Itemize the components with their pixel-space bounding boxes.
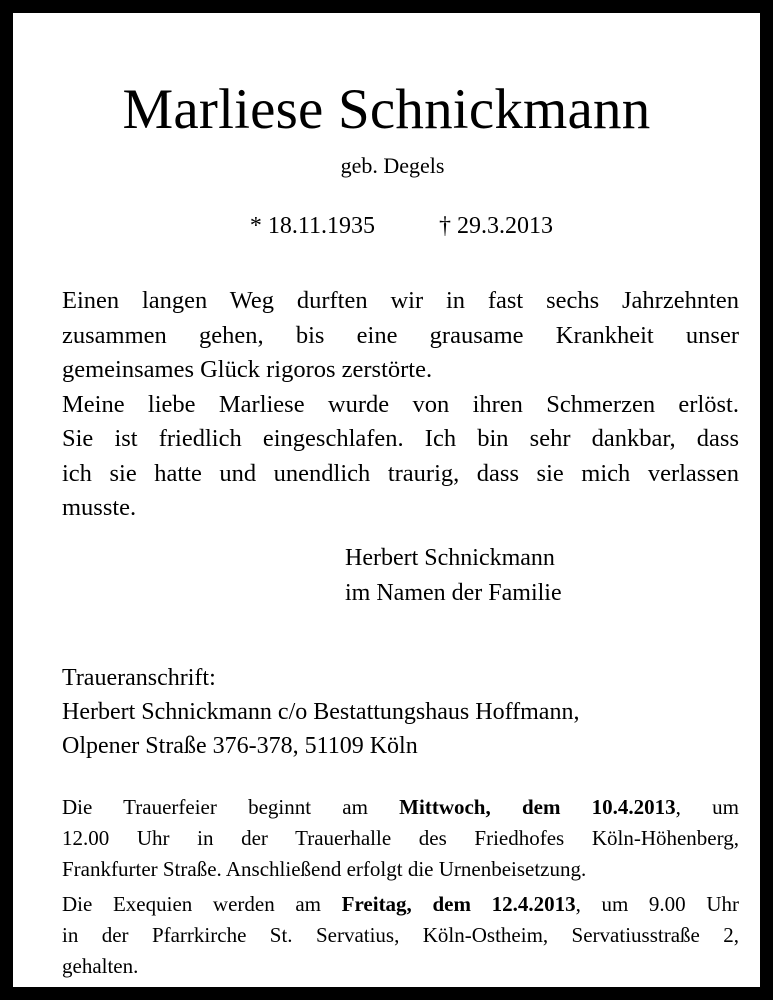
message-line: Meine liebe Marliese wurde von ihren Schmerzen erlöst.: [62, 390, 739, 418]
exequies-line: in der Pfarrkirche St. Servatius, Köln-Ostheim, Servatiusstraße 2,: [62, 923, 739, 947]
maiden-name: geb. Degels: [340, 153, 445, 178]
birth-date: * 18.11.1935: [249, 213, 375, 239]
message-line: gemeinsames Glück rigoros zerstörte.: [62, 356, 433, 383]
message-line: musste.: [62, 494, 137, 521]
signature-name: Herbert Schnickmann: [345, 545, 555, 571]
address-line: Olpener Straße 376-378, 51109 Köln: [62, 733, 418, 759]
funeral-line: Die Trauerfeier beginnt am Mittwoch, dem 10.4.2013, um: [62, 795, 739, 819]
service-details: [62, 792, 739, 982]
signature-block: [345, 541, 562, 611]
exequies-line: gehalten.: [62, 954, 139, 978]
message-line: Einen langen Weg durften wir in fast sechs Jahrzehnten: [62, 287, 739, 314]
address-line: Herbert Schnickmann c/o Bestattungshaus Hoffmann,: [62, 699, 580, 725]
deceased-name: Marliese Schnickmann: [122, 78, 651, 141]
farewell-message: [62, 284, 739, 526]
exequies-date: Freitag, dem 12.4.2013: [341, 892, 576, 916]
funeral-line: Frankfurter Straße. Anschließend erfolgt die Urnenbeisetzung.: [62, 857, 587, 881]
signature-family: im Namen der Familie: [345, 580, 562, 606]
message-line: ich sie hatte und unendlich traurig, dass sie mich verlassen: [62, 459, 739, 487]
mourning-address: [62, 661, 579, 763]
address-label: Traueranschrift:: [62, 665, 216, 691]
funeral-line: 12.00 Uhr in der Trauerhalle des Friedhofes Köln-Höhenberg,: [62, 826, 739, 850]
message-line: Sie ist friedlich eingeschlafen. Ich bin sehr dankbar, dass: [62, 425, 739, 452]
message-line: zusammen gehen, bis eine grausame Krankheit unser: [62, 321, 739, 349]
exequies-line: Die Exequien werden am Freitag, dem 12.4.2013, um 9.00 Uhr: [62, 892, 739, 916]
funeral-date: Mittwoch, dem 10.4.2013: [399, 795, 676, 819]
death-date: † 29.3.2013: [439, 213, 553, 239]
